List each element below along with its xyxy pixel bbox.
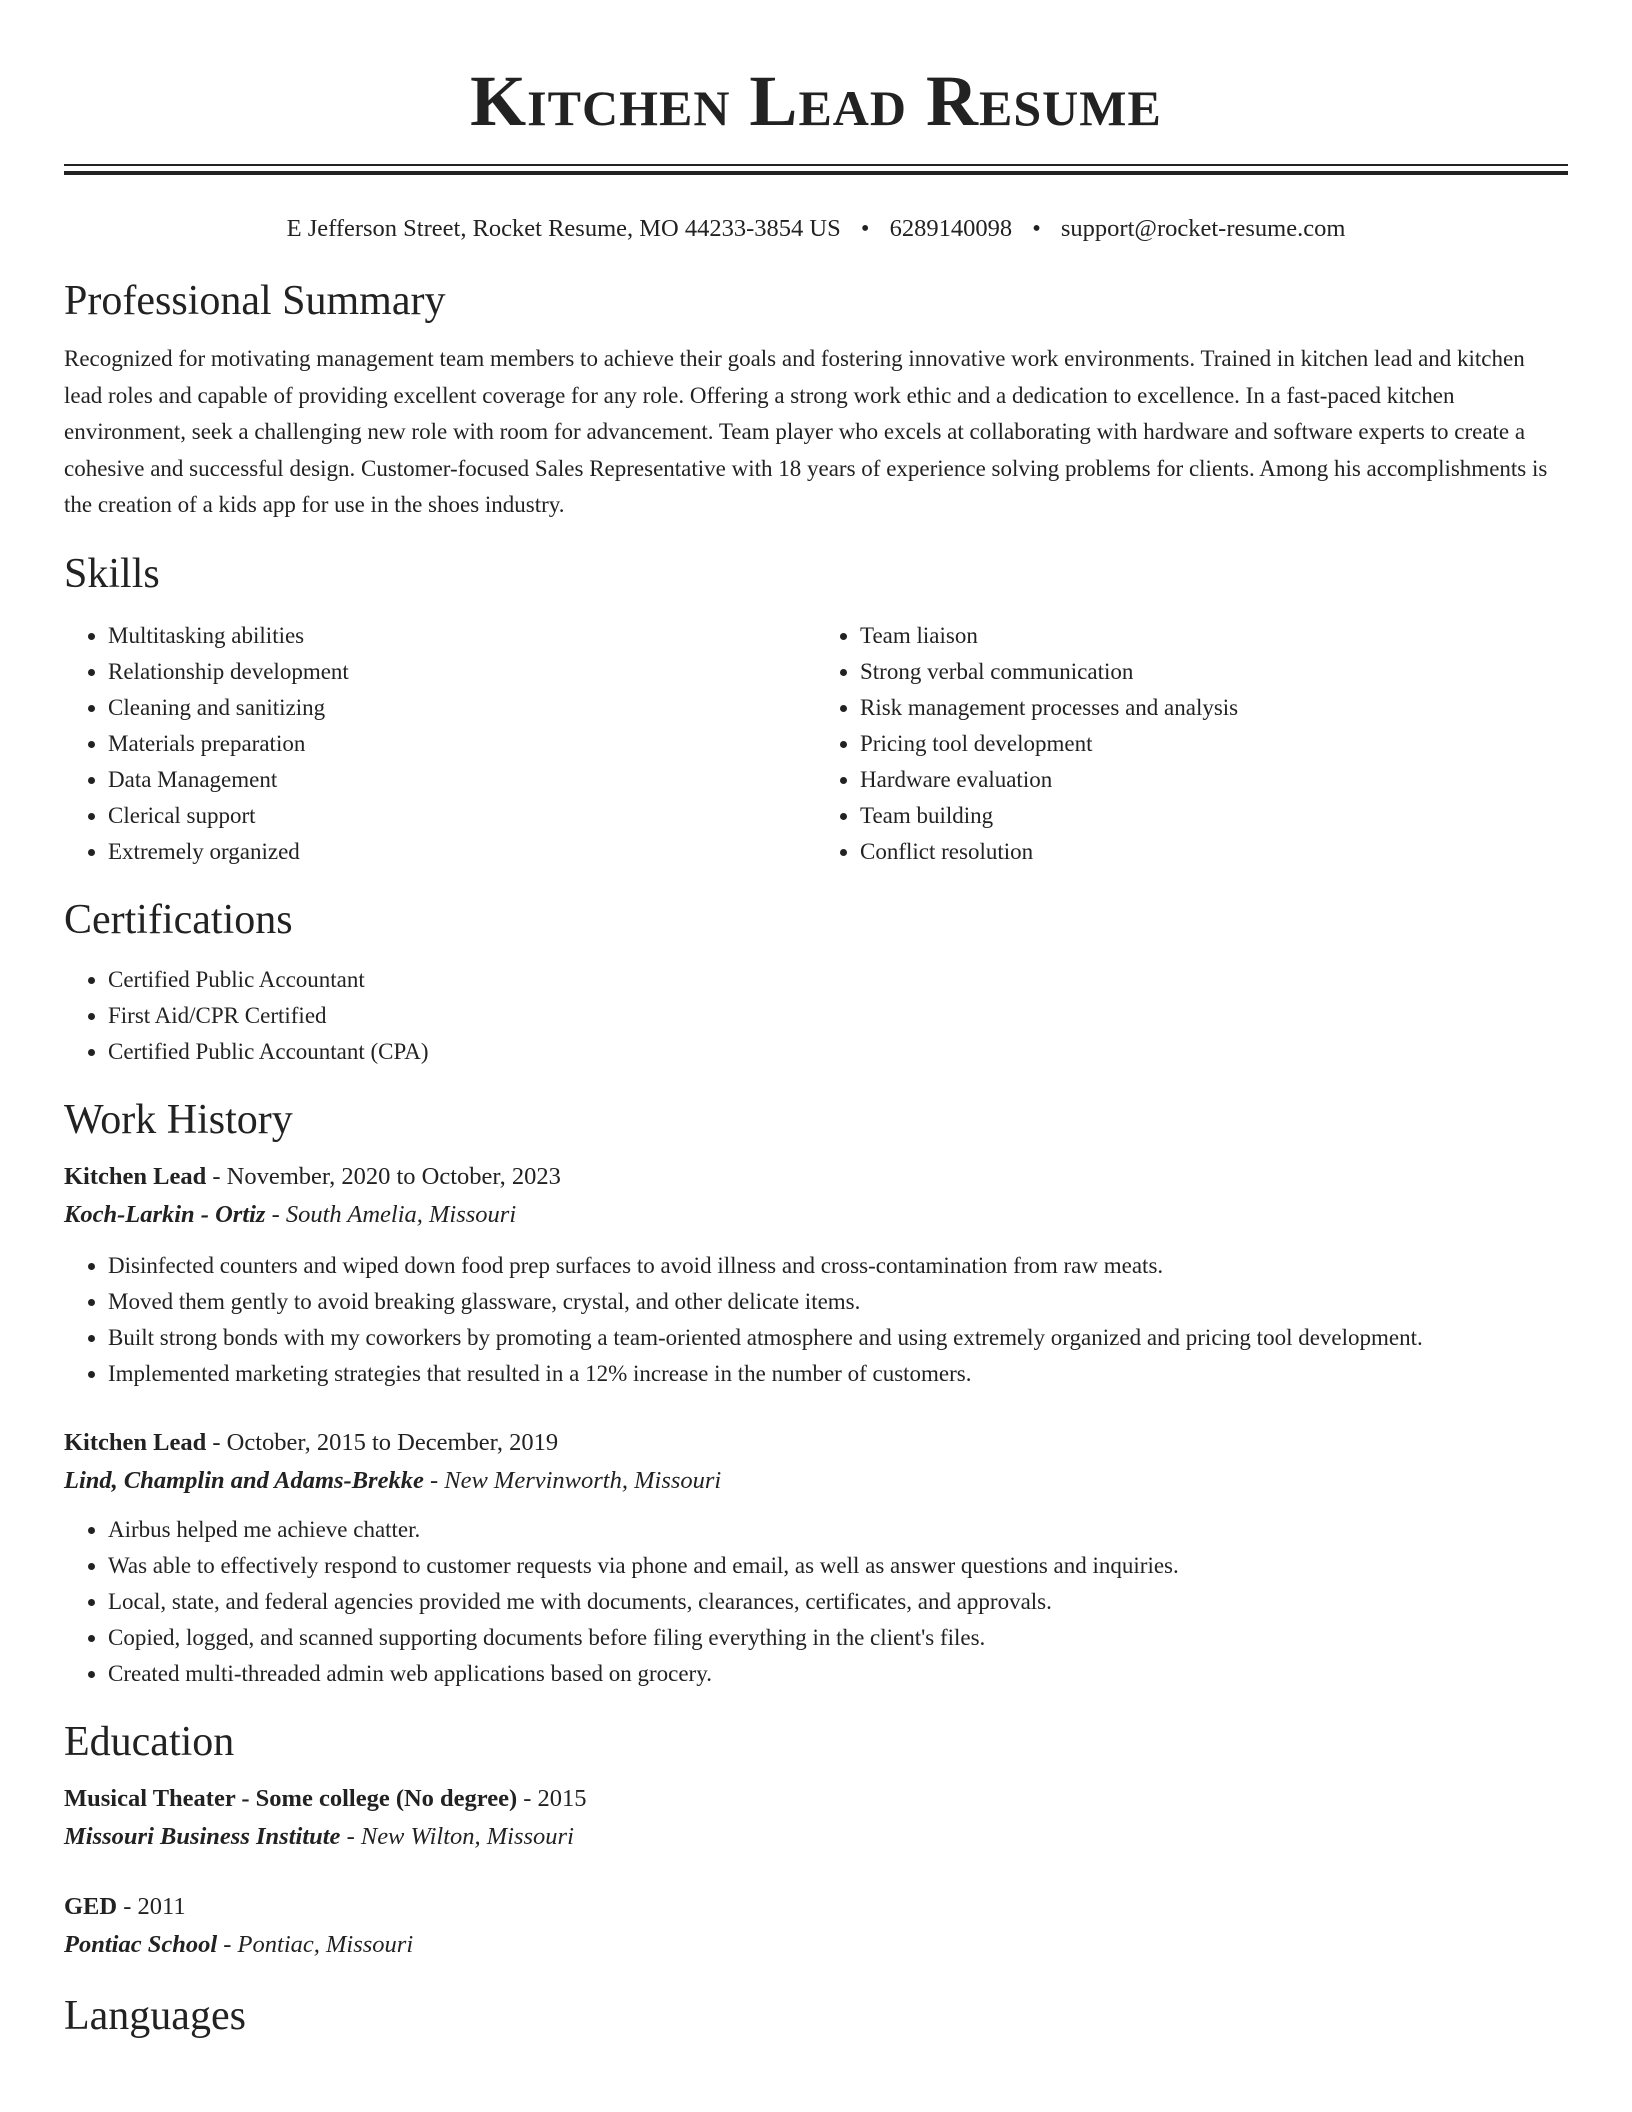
job-company: Koch-Larkin - Ortiz <box>64 1200 266 1228</box>
job-location: - South Amelia, Missouri <box>265 1200 517 1228</box>
job-title-line <box>64 1424 1568 1462</box>
resume-title: Kitchen Lead Resume <box>470 61 1162 141</box>
job-duty: • Copied, logged, and scanned supporting documents before filing everything in the client's files. <box>108 1620 1568 1656</box>
education-location: - New Wilton, Missouri <box>340 1822 574 1850</box>
education-degree-line <box>64 1780 1568 1818</box>
skill-item: • Data Management <box>108 762 816 798</box>
languages-section <box>64 1990 1568 2042</box>
job-duty: • Moved them gently to avoid breaking glassware, crystal, and other delicate items. <box>108 1284 1568 1320</box>
education-degree: Musical Theater - Some college (No degree) <box>64 1784 518 1812</box>
education-section <box>64 1716 1568 1964</box>
education-degree: GED <box>64 1892 118 1920</box>
skills-list-left <box>64 618 816 870</box>
education-school: Pontiac School <box>64 1930 218 1958</box>
education-school: Missouri Business Institute <box>64 1822 341 1850</box>
contact-separator: • <box>860 215 870 242</box>
summary-section <box>64 275 1568 524</box>
skill-item: • Risk management processes and analysis <box>860 690 1568 726</box>
education-school-line <box>64 1926 1568 1964</box>
contact-phone: 6289140098 <box>889 215 1013 242</box>
contact-separator: • <box>1032 215 1041 242</box>
skill-item: • Hardware evaluation <box>860 762 1568 798</box>
job-location: - New Mervinworth, Missouri <box>423 1466 722 1494</box>
skill-item: • Relationship development <box>108 654 816 690</box>
job-duty: • Local, state, and federal agencies provided me with documents, clearances, certificates, and approvals. <box>108 1584 1568 1620</box>
job-dates: - November, 2020 to October, 2023 <box>206 1162 561 1190</box>
title-divider <box>64 164 1568 175</box>
education-school-line <box>64 1818 1568 1856</box>
skill-item: • Pricing tool development <box>860 726 1568 762</box>
certification-item: • First Aid/CPR Certified <box>108 998 1568 1034</box>
contact-line <box>64 213 1568 245</box>
skill-item: • Extremely organized <box>108 834 816 870</box>
job-company-line <box>64 1462 1568 1500</box>
work-history-heading: Work History <box>64 1096 293 1143</box>
summary-heading: Professional Summary <box>64 278 446 324</box>
divider-thin-line <box>64 164 1568 166</box>
certification-item: • Certified Public Accountant (CPA) <box>108 1034 1568 1070</box>
education-year: - 2011 <box>117 1892 186 1920</box>
job-duties-list <box>64 1248 1568 1392</box>
skill-item: • Strong verbal communication <box>860 654 1568 690</box>
languages-heading: Languages <box>64 1992 246 2039</box>
job-company-line <box>64 1196 1568 1234</box>
skills-columns <box>64 618 1568 870</box>
skill-item: • Clerical support <box>108 798 816 834</box>
contact-email: support@rocket-resume.com <box>1060 215 1346 242</box>
job-duty: • Built strong bonds with my coworkers by promoting a team-oriented atmosphere and using extremely organized and pricing tool development. <box>108 1320 1568 1356</box>
job-duty: • Implemented marketing strategies that resulted in a 12% increase in the number of customers. <box>108 1356 1568 1392</box>
summary-text: Recognized for motivating management team members to achieve their goals and fostering innovative work environments. Trained in kitchen lead and kitchen lead roles and capable of providing excellent coverage for any role. Offering a strong work ethic and a dedication to excellence. In a fast-paced kitchen environment, seek a challenging new role with room for advancement. Team player who excels at collaborating with hardware and software experts to create a cohesive and successful design. Customer-focused Sales Representative with 18 years of experience solving problems for clients. Among his accomplishments is the creation of a kids app for use in the shoes industry. <box>64 346 1548 517</box>
skills-section <box>64 548 1568 870</box>
job-title-line <box>64 1158 1568 1196</box>
skill-item: • Team liaison <box>860 618 1568 654</box>
job-company: Lind, Champlin and Adams-Brekke <box>64 1466 424 1494</box>
skill-item: • Team building <box>860 798 1568 834</box>
certification-item: • Certified Public Accountant <box>108 962 1568 998</box>
job-duty: • Airbus helped me achieve chatter. <box>108 1512 1568 1548</box>
job-title: Kitchen Lead <box>64 1428 207 1456</box>
skill-item: • Materials preparation <box>108 726 816 762</box>
job-duty: • Created multi-threaded admin web applications based on grocery. <box>108 1656 1568 1692</box>
job-title: Kitchen Lead <box>64 1162 207 1190</box>
skill-item: • Cleaning and sanitizing <box>108 690 816 726</box>
job-duty: • Disinfected counters and wiped down food prep surfaces to avoid illness and cross-contamination from raw meats. <box>108 1248 1568 1284</box>
education-location: - Pontiac, Missouri <box>217 1930 414 1958</box>
divider-thick-line <box>64 171 1568 175</box>
certifications-list <box>64 962 1568 1070</box>
skills-heading: Skills <box>64 550 160 597</box>
education-degree-line <box>64 1888 1568 1926</box>
education-year: - 2015 <box>517 1784 587 1812</box>
skills-list-right <box>816 618 1568 870</box>
work-history-section <box>64 1094 1568 1692</box>
education-heading: Education <box>64 1718 235 1765</box>
job-duties-list <box>64 1512 1568 1692</box>
job-entry <box>64 1158 1568 1392</box>
education-entry <box>64 1888 1568 1964</box>
job-duty: • Was able to effectively respond to customer requests via phone and email, as well as answer questions and inquiries. <box>108 1548 1568 1584</box>
certifications-section <box>64 894 1568 1070</box>
education-entry <box>64 1780 1568 1856</box>
contact-address: E Jefferson Street, Rocket Resume, MO 44233-3854 US <box>286 215 841 242</box>
skill-item: • Conflict resolution <box>860 834 1568 870</box>
job-dates: - October, 2015 to December, 2019 <box>206 1428 559 1456</box>
skill-item: • Multitasking abilities <box>108 618 816 654</box>
certifications-heading: Certifications <box>64 896 293 943</box>
job-entry <box>64 1424 1568 1692</box>
